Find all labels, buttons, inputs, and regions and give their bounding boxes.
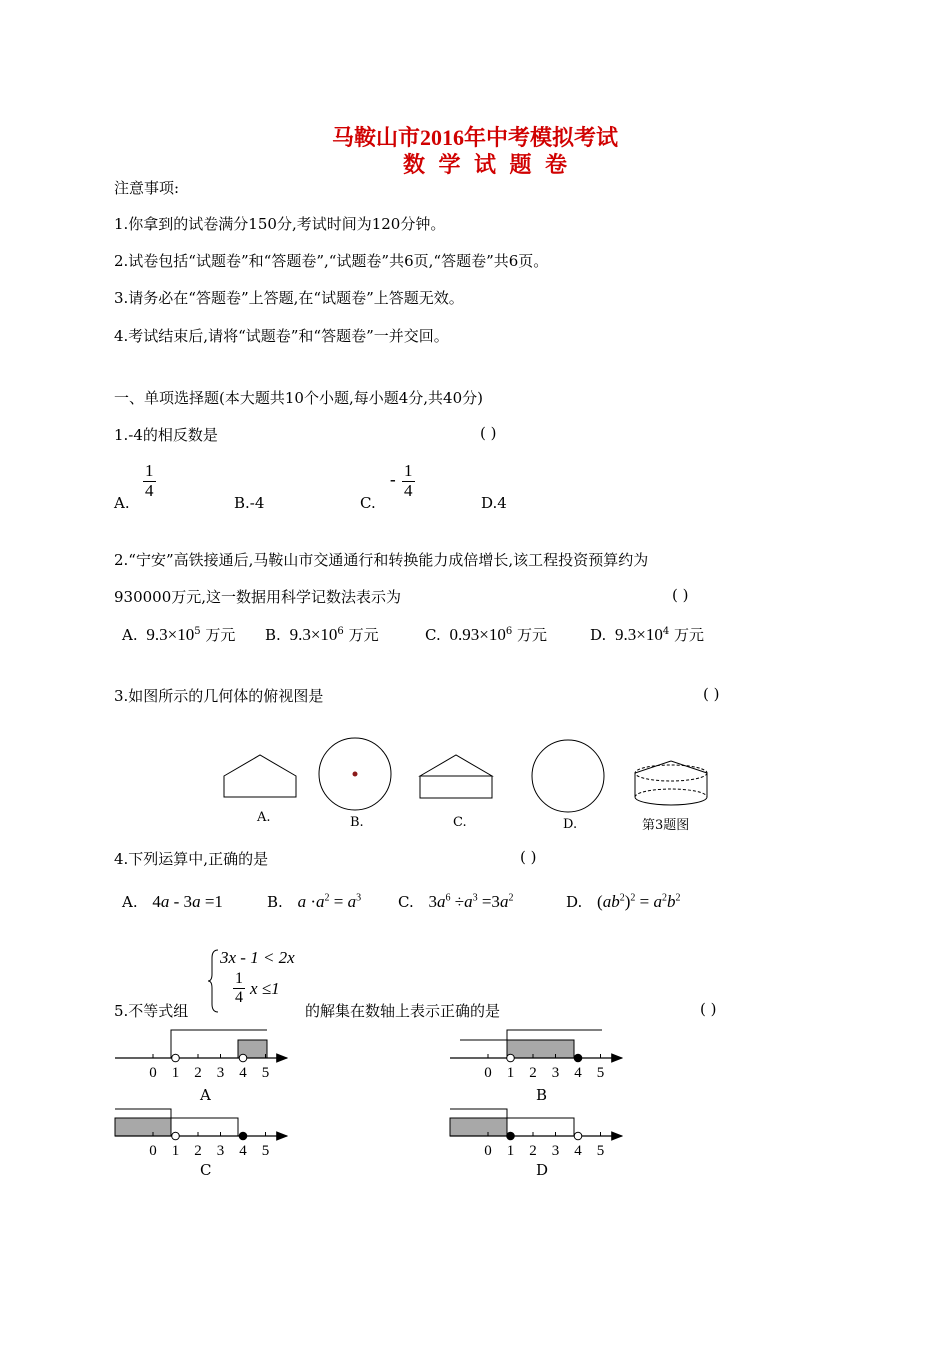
tick-label: 3 [551,1065,560,1081]
unit: 万元 [205,626,236,644]
q3-reference-solid [635,761,707,805]
tick-label: 2 [194,1065,202,1081]
expression: 4a - 3a =1 [152,892,223,911]
mantissa: 9.3×10 [146,625,195,644]
q2-option-d[interactable] [590,624,704,645]
tick-label: 4 [574,1143,582,1159]
q1-stem: 1.-4的相反数是 [114,426,218,444]
q3-label-a: A. [257,810,271,825]
q5-option-c-label[interactable]: C [200,1161,212,1179]
tick-label: 3 [551,1143,560,1159]
q2-option-c[interactable] [425,624,547,645]
q3-label-c: C. [453,815,467,830]
q3-stem: 3.如图所示的几何体的俯视图是 [114,687,324,705]
q1-option-d[interactable]: D.4 [481,494,507,512]
tick-label: 2 [194,1143,202,1159]
exam-subtitle: 数 学 试 题 卷 [403,152,572,177]
q5-option-d-line[interactable] [450,1109,622,1159]
note-item: 4.考试结束后,请将“试题卷”和“答题卷”一并交回。 [114,327,449,345]
option-label: B. [267,893,283,911]
q1-option-c-label[interactable]: C. [360,494,376,512]
tick-label: 4 [574,1065,582,1081]
q2-stem-line1: 2.“宁安”高铁接通后,马鞍山市交通通行和转换能力成倍增长,该工程投资预算约为 [114,551,649,569]
tick-label: 5 [261,1143,270,1159]
exponent: 4 [662,626,670,637]
open-endpoint [172,1132,180,1140]
q1-option-c-fraction [402,462,415,500]
tick-label: 2 [529,1065,537,1081]
q5-system-brace [206,948,220,1014]
q5-option-a-label[interactable]: A [200,1086,211,1104]
unit: 万元 [348,626,379,644]
closed-endpoint [239,1132,247,1140]
q5-option-a-line[interactable] [115,1030,287,1081]
expression: $(ab^2)^2 = a^2b^2$ [597,892,681,911]
tick-label: 1 [506,1143,515,1159]
numerator: 1 [404,461,413,480]
option-label: B. [265,626,281,644]
q3-figure-caption: 第3题图 [642,818,690,833]
tick-label: 0 [484,1065,492,1081]
option-label: A. [122,893,138,911]
tick-label: 3 [216,1065,225,1081]
q5-system-fraction [233,970,245,1006]
q4-option-a[interactable] [122,892,223,912]
mantissa: 9.3×10 [289,625,338,644]
expression: $a \cdot a^2 = a^3$ [297,892,362,911]
tick-label: 4 [239,1143,247,1159]
denominator: 4 [235,988,243,1006]
tick-label: 1 [506,1065,515,1081]
closed-endpoint [507,1132,515,1140]
tick-label: 2 [529,1143,537,1159]
q5-stem-prefix: 5.不等式组 [114,1002,189,1020]
option-label: C. [425,626,441,644]
unit: 万元 [517,626,548,644]
option-label: C. [398,893,414,911]
q5-option-c-line[interactable] [115,1109,287,1159]
q2-option-b[interactable] [265,624,379,645]
q5-number-lines [110,1022,640,1182]
exponent: 5 [194,626,201,637]
numerator: 1 [235,970,243,987]
q2-answer-paren[interactable]: ( ) [672,586,689,604]
tick-label: 0 [484,1143,492,1159]
q5-answer-paren[interactable]: ( ) [700,1000,717,1018]
denominator: 4 [145,480,154,500]
open-endpoint [507,1054,515,1062]
tick-label: 5 [596,1143,605,1159]
solution-shading [115,1118,171,1136]
option-label: D. [590,626,607,644]
option-label: A. [122,626,138,644]
q3-answer-paren[interactable]: ( ) [703,685,720,703]
q5-system-line2: x ≤1 [250,979,280,998]
tick-label: 3 [216,1143,225,1159]
q3-figure-d[interactable] [532,740,604,812]
exponent: 6 [505,626,513,637]
q1-option-b[interactable]: B.-4 [234,494,265,512]
q3-figure-a[interactable] [224,755,296,797]
solution-shading [450,1118,507,1136]
unit: 万元 [674,626,705,644]
open-endpoint [574,1132,582,1140]
q2-option-a[interactable] [122,624,235,645]
q3-label-d: D. [563,817,578,832]
q5-system-line1: 3x - 1 < 2x [220,948,295,967]
mantissa: 9.3×10 [615,625,663,644]
exam-title: 马鞍山市2016年中考模拟考试 [332,125,619,150]
tick-label: 5 [596,1065,605,1081]
tick-label: 0 [149,1143,157,1159]
q2-stem-line2: 930000万元,这一数据用科学记数法表示为 [114,588,402,606]
q1-answer-paren[interactable]: ( ) [480,424,497,442]
mantissa: 0.93×10 [449,625,506,644]
open-endpoint [172,1054,180,1062]
q5-option-b-line[interactable] [450,1030,622,1081]
option-label: D. [566,893,583,911]
note-item: 2.试卷包括“试题卷”和“答题卷”,“试题卷”共6页,“答题卷”共6页。 [114,252,549,270]
tick-label: 1 [171,1143,180,1159]
tick-label: 4 [239,1065,247,1081]
q3-figure-b[interactable] [319,738,391,810]
note-item: 1.你拿到的试卷满分150分,考试时间为120分钟。 [114,215,446,233]
q5-stem-suffix: 的解集在数轴上表示正确的是 [305,1002,501,1020]
q4-stem: 4.下列运算中,正确的是 [114,850,269,868]
q4-option-c[interactable] [398,892,513,912]
q3-label-b: B. [350,815,364,830]
notes-heading: 注意事项: [114,179,180,197]
q4-option-d[interactable] [566,892,680,912]
q3-figure-c[interactable] [420,755,492,798]
q5-option-b-label[interactable]: B [536,1086,548,1104]
q1-option-a-label[interactable]: A. [114,494,130,512]
q5-option-d-label[interactable]: D [536,1161,549,1179]
note-item: 3.请务必在“答题卷”上答题,在“试题卷”上答题无效。 [114,289,464,307]
q4-option-b[interactable] [267,892,361,912]
open-endpoint [239,1054,247,1062]
closed-endpoint [574,1054,582,1062]
tick-label: 5 [261,1065,270,1081]
exponent: 6 [337,626,344,637]
numerator: 1 [145,461,154,480]
tick-label: 1 [171,1065,180,1081]
q4-answer-paren[interactable]: ( ) [520,848,537,866]
q1-option-a-fraction [143,462,156,500]
denominator: 4 [404,480,413,500]
solution-shading [507,1040,574,1058]
q1-option-c-minus: - [390,470,396,489]
expression: $3a^6 \div a^3 =3a^2$ [428,892,514,911]
tick-label: 0 [149,1065,157,1081]
section-heading: 一、单项选择题(本大题共10个小题,每小题4分,共40分) [114,389,483,407]
